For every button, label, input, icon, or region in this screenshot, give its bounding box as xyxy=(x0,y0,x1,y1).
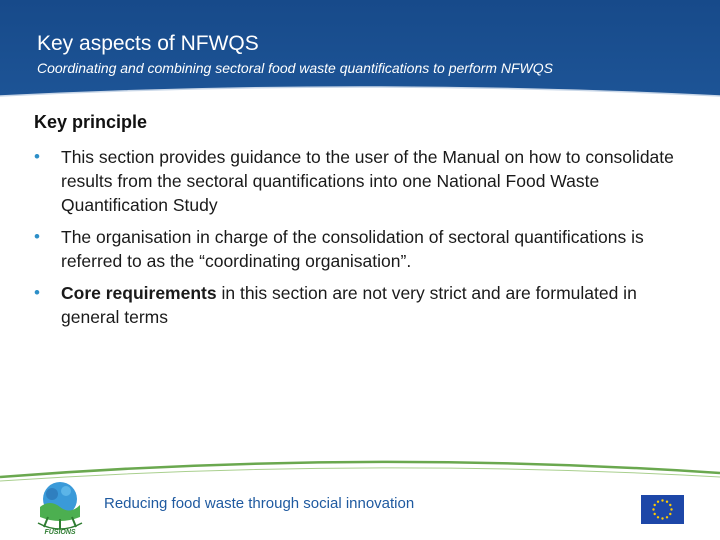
eu-star xyxy=(666,516,668,518)
bullet-text: This section provides guidance to the user of the Manual on how to consolidate results from the sectoral quantifications into one National Food Waste Quantification Study xyxy=(61,147,674,215)
eu-star xyxy=(670,508,672,510)
footer-swoosh xyxy=(0,455,720,485)
bullet-icon: • xyxy=(34,147,40,166)
eu-star xyxy=(669,504,671,506)
bullet-list xyxy=(34,145,684,329)
eu-star xyxy=(661,499,663,501)
eu-star xyxy=(657,516,659,518)
bullet-item xyxy=(34,225,684,273)
bullet-item xyxy=(34,145,684,217)
key-principle-heading: Key principle xyxy=(34,112,148,132)
eu-star xyxy=(652,508,654,510)
bullet-bold-text: Core requirements xyxy=(61,283,217,303)
bullet-icon: • xyxy=(34,283,40,302)
eu-star xyxy=(661,517,663,519)
slide-title: Key aspects of NFWQS xyxy=(37,32,259,55)
eu-star xyxy=(666,501,668,503)
slide-subtitle: Coordinating and combining sectoral food waste quantifications to perform NFWQS xyxy=(37,60,553,76)
eu-star xyxy=(654,513,656,515)
eu-star xyxy=(669,513,671,515)
bullet-text: The organisation in charge of the consolidation of sectoral quantifications is referred to as the “coordinating organisation”. xyxy=(61,227,644,271)
svg-text:FUSIONS: FUSIONS xyxy=(44,529,76,535)
eu-flag-icon xyxy=(641,495,684,524)
eu-star xyxy=(654,504,656,506)
slide-body xyxy=(34,112,684,337)
fusions-logo-icon xyxy=(30,477,90,535)
footer-slogan: Reducing food waste through social innovation xyxy=(104,495,415,512)
bullet-icon: • xyxy=(34,227,40,246)
slide-header xyxy=(0,0,720,100)
slide-footer xyxy=(0,455,720,540)
bullet-text: in this section are not very strict and are formulated in general terms xyxy=(61,283,637,327)
bullet-item xyxy=(34,281,684,329)
eu-star xyxy=(657,501,659,503)
